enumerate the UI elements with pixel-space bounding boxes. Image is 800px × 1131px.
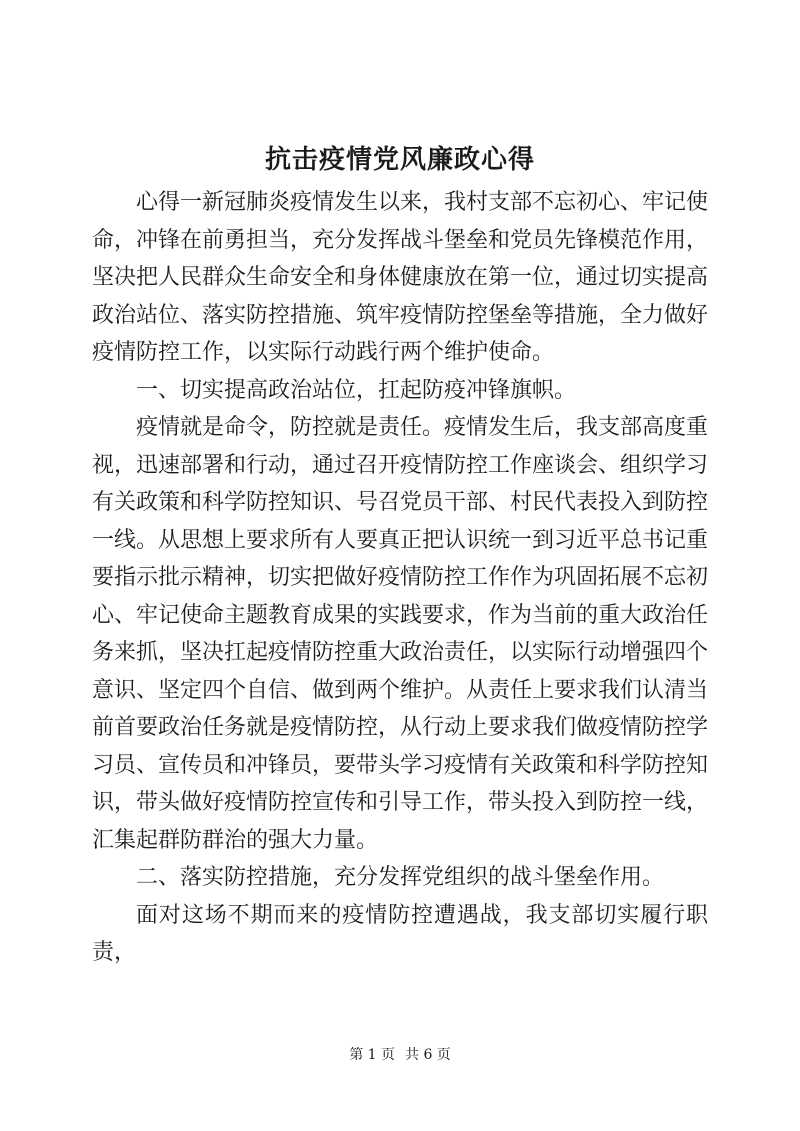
section-heading-1: 一、切实提高政治站位，扛起防疫冲锋旗帜。 bbox=[136, 377, 577, 403]
page-footer bbox=[0, 1045, 800, 1065]
paragraph-section-1: 疫情就是命令，防控就是责任。疫情发生后，我支部高度重视，迅速部署和行动，通过召开疫情防控工作座谈会、组织学习有关政策和科学防控知识、号召党员干部、村民代表投入到防控一线。从思想上要求所有人要真正把认识统一到习近平总书记重要指示批示精神，切实把做好疫情防控工作作为巩固拓展不忘初心、牢记使命主题教育成果的实践要求，作为当前的重大政治任务来抓，坚决扛起疫情防控重大政治责任，以实际行动增强四个意识、坚定四个自信、做到两个维护。从责任上要求我们认清当前首要政治任务就是疫情防控，从行动上要求我们做疫情防控学习员、宣传员和冲锋员，要带头学习疫情有关政策和科学防控知识，带头做好疫情防控宣传和引导工作，带头投入到防控一线，汇集起群防群治的强大力量。 bbox=[92, 415, 709, 853]
page-number: 第 1 页 bbox=[349, 1047, 395, 1063]
page-total: 共 6 页 bbox=[405, 1047, 451, 1063]
paragraph-section-2: 面对这场不期而来的疫情防控遭遇战，我支部切实履行职责， bbox=[92, 902, 708, 965]
paragraph-intro: 心得一新冠肺炎疫情发生以来，我村支部不忘初心、牢记使命，冲锋在前勇担当，充分发挥战斗堡垒和党员先锋模范作用，坚决把人民群众生命安全和身体健康放在第一位，通过切实提高政治站位、落实防控措施、筑牢疫情防控堡垒等措施，全力做好疫情防控工作，以实际行动践行两个维护使命。 bbox=[92, 190, 709, 365]
document-body bbox=[92, 184, 708, 972]
document-title: 抗击疫情党风廉政心得 bbox=[264, 145, 535, 175]
section-heading-2: 二、落实防控措施，充分发挥党组织的战斗堡垒作用。 bbox=[136, 865, 665, 890]
